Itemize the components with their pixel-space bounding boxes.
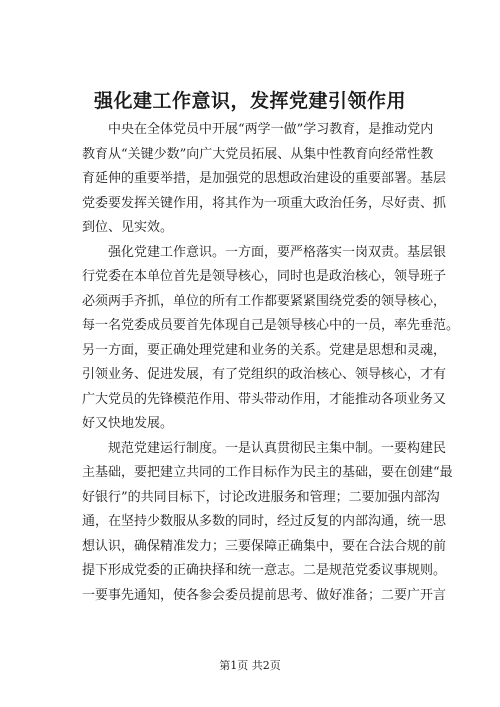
document-body (82, 118, 460, 608)
document-title: 强化建工作意识，发挥党建引领作用 (93, 90, 406, 112)
paragraph-2 (82, 241, 460, 437)
text-line: 规范党建运行制度。一是认真贯彻民主集中制。一要构建民 (108, 440, 447, 456)
text-line: 引领业务、促进发展，有了党组织的政治核心、领导核心，才有 (82, 367, 447, 382)
text-line: 育延伸的重要举措，是加强党的思想政治建设的重要部署。基层 (82, 171, 447, 186)
text-line: 行党委在本单位首先是领导核心，同时也是政治核心，领导班子 (82, 269, 447, 284)
paragraph-3 (82, 437, 453, 609)
text-line: 必须两手齐抓，单位的所有工作都要紧紧围绕党委的领导核心， (82, 293, 447, 309)
text-line: 党委要发挥关键作用，将其作为一项重大政治任务，尽好责、抓 (82, 195, 447, 211)
text-line: 一要事先通知，使各参会委员提前思考、做好准备；二要广开言 (82, 587, 447, 603)
text-line: 想认识，确保精准发力；三要保障正确集中，要在合法合规的前 (82, 538, 447, 554)
text-line: 强化党建工作意识。一方面，要严格落实一岗双责。基层银 (108, 244, 447, 260)
paragraph-1 (82, 118, 447, 241)
text-line: 通，在坚持少数服从多数的同时，经过反复的内部沟通，统一思 (82, 514, 447, 529)
text-line: 到位、见实效。 (82, 220, 174, 235)
text-line: 教育从“关键少数”向广大党员拓展、从集中性教育向经常性教 (82, 146, 434, 162)
page-number-footer: 第1页 共2页 (219, 659, 281, 672)
text-line: 另一方面，要正确处理党建和业务的关系。党建是思想和灵魂， (82, 342, 447, 358)
text-line: 每一名党委成员要首先体现自己是领导核心中的一员，率先垂范。 (82, 318, 460, 333)
text-line: 主基础，要把建立共同的工作目标作为民主的基础，要在创建“最 (82, 465, 453, 480)
text-line: 中央在全体党员中开展“两学一做”学习教育，是推动党内 (108, 122, 434, 137)
text-line: 广大党员的先锋模范作用、带头带动作用，才能推动各项业务又 (82, 391, 447, 407)
text-line: 好又快地发展。 (82, 416, 174, 431)
text-line: 提下形成党委的正确抉择和统一意志。二是规范党委议事规则。 (82, 563, 447, 578)
text-line: 好银行”的共同目标下，讨论改进服务和管理；二要加强内部沟 (82, 489, 440, 505)
